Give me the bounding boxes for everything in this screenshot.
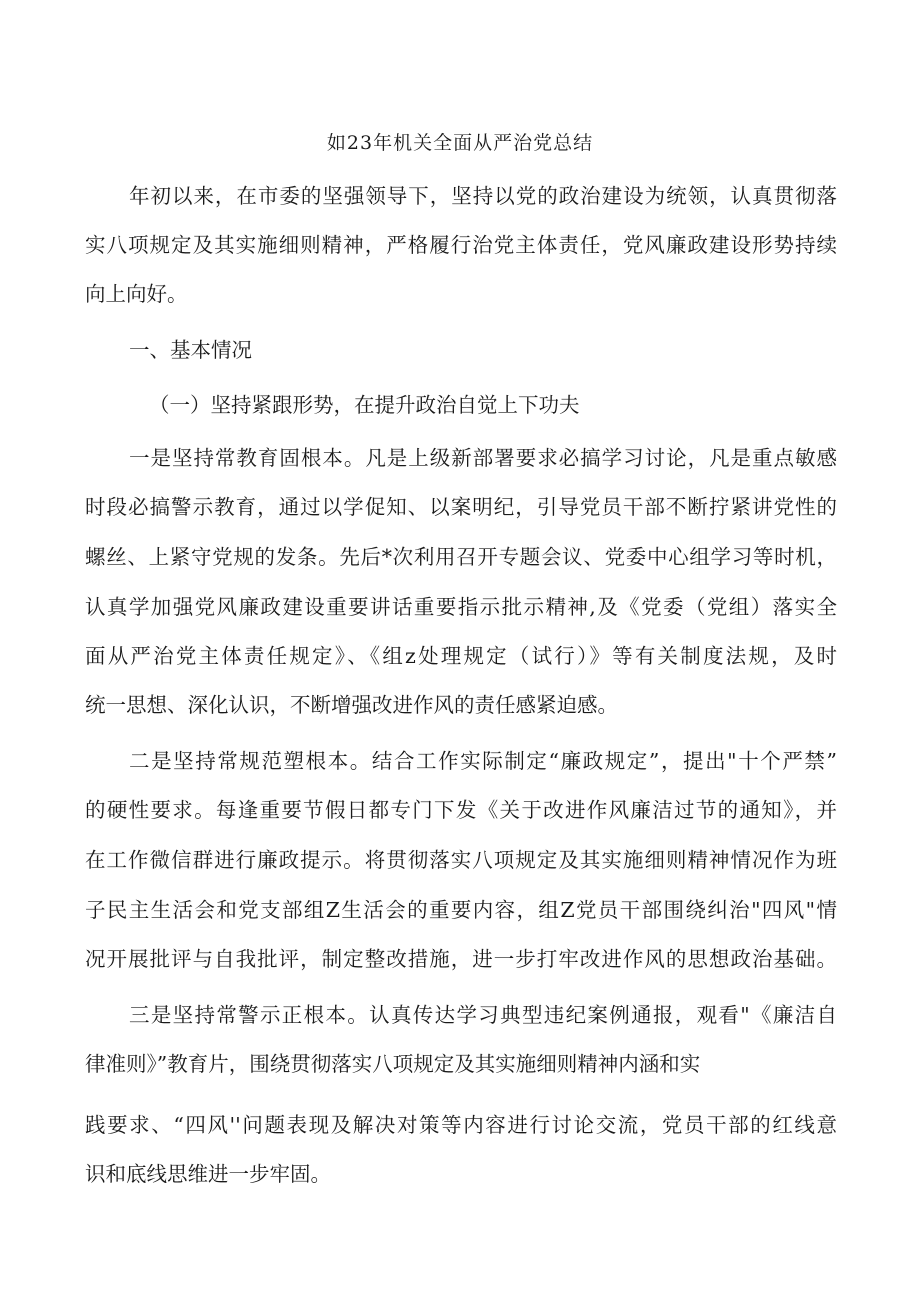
paragraph-line: 识和底线思维进一步牢固。 (85, 1162, 331, 1186)
paragraph-line: 认真学加强党风廉政建设重要讲话重要指示批示精神,及《党委（党组）落实全 (85, 595, 837, 619)
paragraph-line: 向上向好。 (85, 282, 188, 306)
paragraph-line: 践要求、“四风''问题表现及解决对策等内容进行讨论交流，党员干部的红线意 (85, 1113, 837, 1137)
paragraph-line: 时段必搞警示教育，通过以学促知、以案明纪，引导党员干部不断拧紧讲党性的 (85, 495, 837, 519)
paragraph-line: 子民主生活会和党支部组Z生活会的重要内容，组Z党员干部围绕纠治"四风"情 (85, 898, 837, 922)
paragraph-line: 一是坚持常教育固根本。凡是上级新部署要求必搞学习讨论，凡是重点敏感 (129, 446, 837, 470)
paragraph-line: 在工作微信群进行廉政提示。将贯彻落实八项规定及其实施细则精神情况作为班 (85, 848, 837, 872)
paragraph-line: 三是坚持常警示正根本。认真传达学习典型违纪案例通报，观看"《廉洁自 (129, 1003, 837, 1027)
paragraph-line: 统一思想、深化认识，不断增强改进作风的责任感紧迫感。 (85, 693, 618, 717)
paragraph-line: 况开展批评与自我批评，制定整改措施，进一步打牢改进作风的思想政治基础。 (85, 947, 837, 971)
subsection-heading: （一）坚持紧跟形势，在提升政治自觉上下功夫 (149, 393, 580, 417)
paragraph-line: 的硬性要求。每逢重要节假日都专门下发《关于改进作风廉洁过节的通知》，并 (85, 798, 837, 822)
document-title: 如23年机关全面从严治党总结 (326, 132, 594, 154)
paragraph-line: 实八项规定及其实施细则精神，严格履行治党主体责任，党风廉政建设形势持续 (85, 233, 837, 257)
paragraph-line: 面从严治党主体责任规定》、《组z处理规定（试行）》等有关制度法规，及时 (85, 644, 837, 668)
paragraph-line: 二是坚持常规范塑根本。结合工作实际制定“廉政规定”，提出"十个严禁” (129, 749, 837, 773)
paragraph-line: 律准则》”教育片，围绕贯彻落实八项规定及其实施细则精神内涵和实 (85, 1052, 701, 1076)
paragraph-line: 年初以来，在市委的坚强领导下，坚持以党的政治建设为统领，认真贯彻落 (129, 184, 837, 208)
section-heading: 一、基本情况 (129, 338, 252, 362)
paragraph-line: 螺丝、上紧守党规的发条。先后*次利用召开专题会议、党委中心组学习等时机， (85, 545, 837, 569)
